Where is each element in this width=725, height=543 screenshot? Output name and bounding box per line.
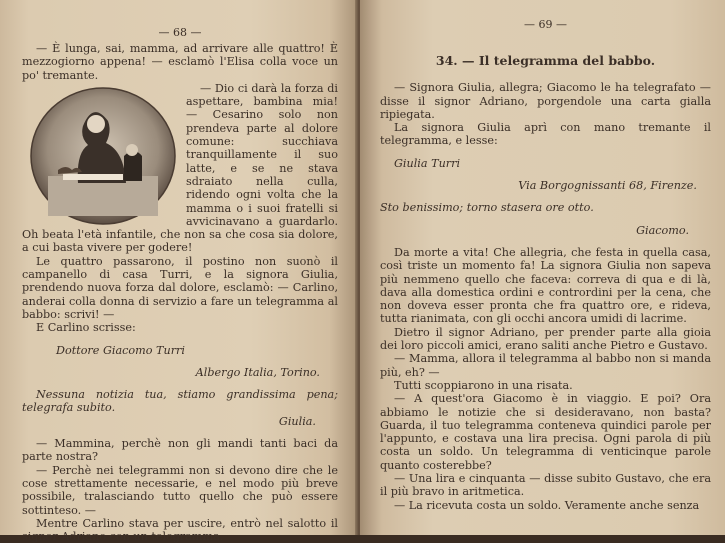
paragraph: Da morte a vita! Che allegria, che festa in quella casa, così triste un momento fa! La signora Giulia non sapeva più nemmeno quello che faceva: correva di qua e di là, dava alla domestica ordini e contrordini per la cena, che non doveva esser pronta che fra quattro ore, e rideva, tutta rianimata, con gli occhi ancora umidi di lacrime. xyxy=(380,245,711,326)
page-number-left: — 68 — xyxy=(158,26,202,39)
paragraph: E Carlino scrisse: xyxy=(36,321,136,335)
paragraph: — Una lira e cinquanta — disse subito Gustavo, che era il più bravo in aritmetica. xyxy=(380,472,711,499)
paragraph: — Dio ci darà la forza di aspettare, bambina mia! — Cesarino solo non prendeva parte al dolore comune: succhiava tranquillamente il suo latte, e se ne stava sdraiato nella culla, ridendo ogni volta che la mamma o i suoi fratelli si avvicinavano a guardarlo. Oh beata l'età infantile, che non sa che cosa sia dolore, a cui basta vivere per godere! xyxy=(22,81,338,255)
paragraph: — Mamma, allora il telegramma al babbo non si manda più, eh? — xyxy=(380,352,711,379)
telegram-address-1: Dottore Giacomo Turri xyxy=(56,343,185,357)
paragraph: Le quattro passarono, il postino non suonò il campanello di casa Turri, e la signora Giulia, prendendo nuova forza dal dolore, esclamò: — Carlino, anderai colla donna di servizio a fare un telegramma al babbo: scrivi! — xyxy=(22,254,338,321)
page-number-right: — 69 — xyxy=(524,18,567,31)
illustrated-section xyxy=(22,82,338,321)
paragraph: — È lunga, sai, mamma, ad arrivare alle quattro! È mezzogiorno appena! — esclamò l'Elisa colla voce un po' tremante. xyxy=(22,42,338,82)
left-page xyxy=(0,0,358,543)
right-page xyxy=(360,0,725,535)
paragraph: — La ricevuta costa un soldo. Veramente anche senza xyxy=(394,498,700,512)
chapter-title: 34. — Il telegramma del babbo. xyxy=(435,53,656,68)
paragraph: — Perchè nei telegrammi non si devono dire che le cose strettamente necessarie, e nel modo più breve possibile, tralasciando tutto quello che può essere sottinteso. — xyxy=(22,463,338,517)
telegram-address-2: Albergo Italia, Torino. xyxy=(195,365,320,379)
telegram-address-2: Via Borgognissanti 68, Firenze. xyxy=(518,179,697,193)
telegram-message: Nessuna notizia tua, stiamo grandissima pena; telegrafa subito. xyxy=(22,388,338,415)
paragraph: Tutti scoppiarono in una risata. xyxy=(394,378,573,392)
telegram-message: Sto benissimo; torno stasera ore otto. xyxy=(380,201,594,215)
paragraph: La signora Giulia aprì con mano tremante il telegramma, e lesse: xyxy=(380,121,711,148)
telegram-address-1: Giulia Turri xyxy=(394,156,461,170)
illustration-mother-writing xyxy=(28,86,178,226)
paragraph: — A quest'ora Giacomo è in viaggio. E poi? Ora abbiamo le notizie che si desideravano, non basta? Guarda, il tuo telegramma conteneva quindici parole per l'appunto, e costava una lira precisa. Ogni parola di più costa un soldo. Un telegramma di venticinque parole quanto costerebbe? xyxy=(380,392,711,472)
paragraph: — Mammina, perchè non gli mandi tanti baci da parte nostra? xyxy=(22,437,338,464)
paragraph: Dietro il signor Adriano, per prender parte alla gioia dei loro piccoli amici, erano saliti anche Pietro e Gustavo. xyxy=(380,325,711,353)
telegram-signature: Giulia. xyxy=(278,414,316,428)
telegram-signature: Giacomo. xyxy=(636,223,689,237)
paragraph: — Signora Giulia, allegra; Giacomo le ha telegrafato — disse il signor Adriano, porgendole una carta gialla ripiegata. xyxy=(380,81,711,121)
paragraph: Mentre Carlino stava per uscire, entrò nel salotto il signor Adriano con un telegramma. xyxy=(22,516,338,543)
